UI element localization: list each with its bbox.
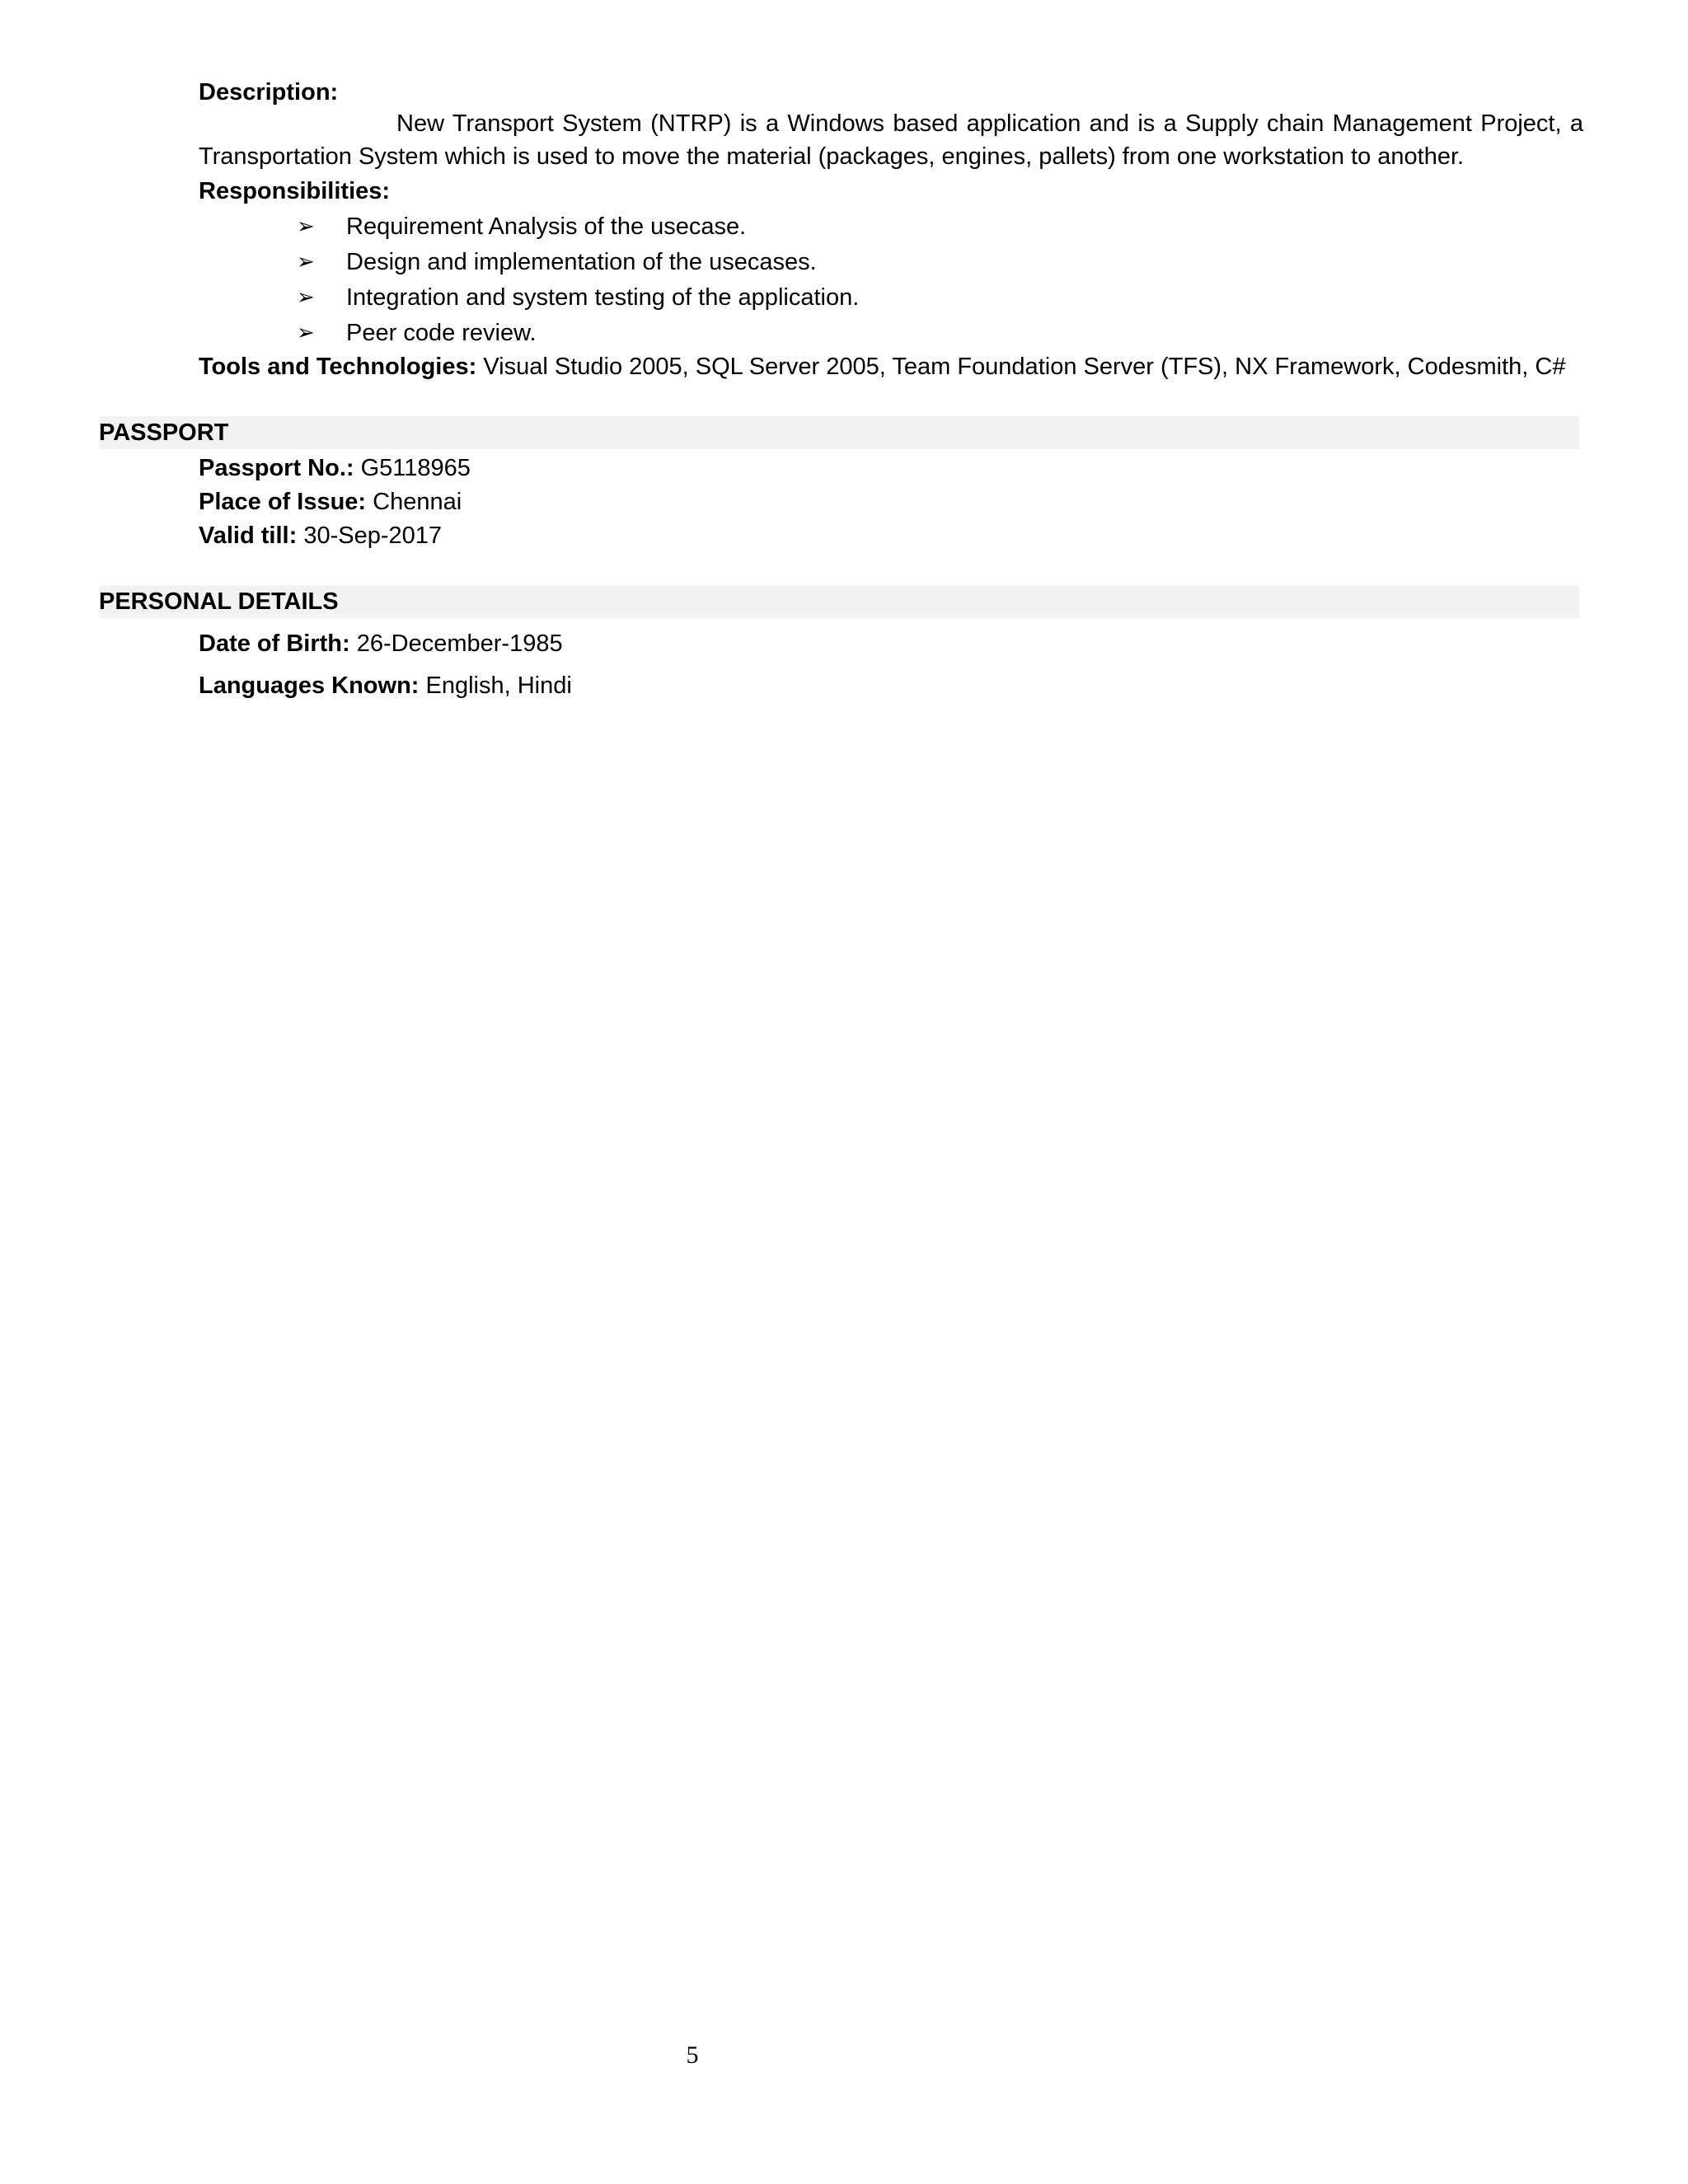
valid-till-label: Valid till: bbox=[199, 523, 298, 549]
page-number: 5 bbox=[686, 2041, 699, 2069]
list-item-text: Design and implementation of the usecases. bbox=[346, 249, 817, 275]
languages-known-label: Languages Known: bbox=[199, 673, 420, 699]
languages-known-line bbox=[199, 669, 572, 702]
personal-details-section-bar bbox=[99, 585, 1579, 618]
arrow-bullet-icon: ➢ bbox=[297, 285, 315, 310]
personal-details-heading: PERSONAL DETAILS bbox=[99, 588, 339, 615]
languages-known-value: English, Hindi bbox=[425, 673, 572, 699]
passport-number-label: Passport No.: bbox=[199, 455, 354, 481]
valid-till-line bbox=[199, 519, 442, 552]
arrow-bullet-icon: ➢ bbox=[297, 214, 315, 239]
passport-heading: PASSPORT bbox=[99, 419, 229, 446]
passport-number-value: G5118965 bbox=[360, 455, 471, 481]
date-of-birth-line bbox=[199, 627, 563, 660]
tools-line bbox=[199, 350, 1565, 383]
place-of-issue-line bbox=[199, 485, 462, 518]
arrow-bullet-icon: ➢ bbox=[297, 250, 315, 274]
list-item-text: Peer code review. bbox=[346, 320, 537, 346]
place-of-issue-value: Chennai bbox=[373, 489, 462, 515]
responsibilities-label: Responsibilities: bbox=[199, 178, 391, 204]
arrow-bullet-icon: ➢ bbox=[297, 321, 315, 345]
date-of-birth-value: 26-December-1985 bbox=[356, 630, 563, 657]
list-item-text: Integration and system testing of the application. bbox=[346, 284, 860, 311]
description-text: New Transport System (NTRP) is a Windows based application and is a Supply chain Management Project, a Transportation System which is used to move the material (packages, engines, pallets) from one workstation to another. bbox=[199, 110, 1583, 170]
date-of-birth-label: Date of Birth: bbox=[199, 630, 350, 657]
tools-label: Tools and Technologies: bbox=[199, 354, 477, 380]
passport-number-line bbox=[199, 452, 471, 485]
place-of-issue-label: Place of Issue: bbox=[199, 489, 367, 515]
tools-value: Visual Studio 2005, SQL Server 2005, Team Foundation Server (TFS), NX Framework, Codesmith, C# bbox=[483, 354, 1566, 380]
passport-section-bar bbox=[99, 416, 1579, 449]
description-label: Description: bbox=[199, 79, 339, 105]
valid-till-value: 30-Sep-2017 bbox=[303, 523, 442, 549]
list-item-text: Requirement Analysis of the usecase. bbox=[346, 213, 747, 240]
